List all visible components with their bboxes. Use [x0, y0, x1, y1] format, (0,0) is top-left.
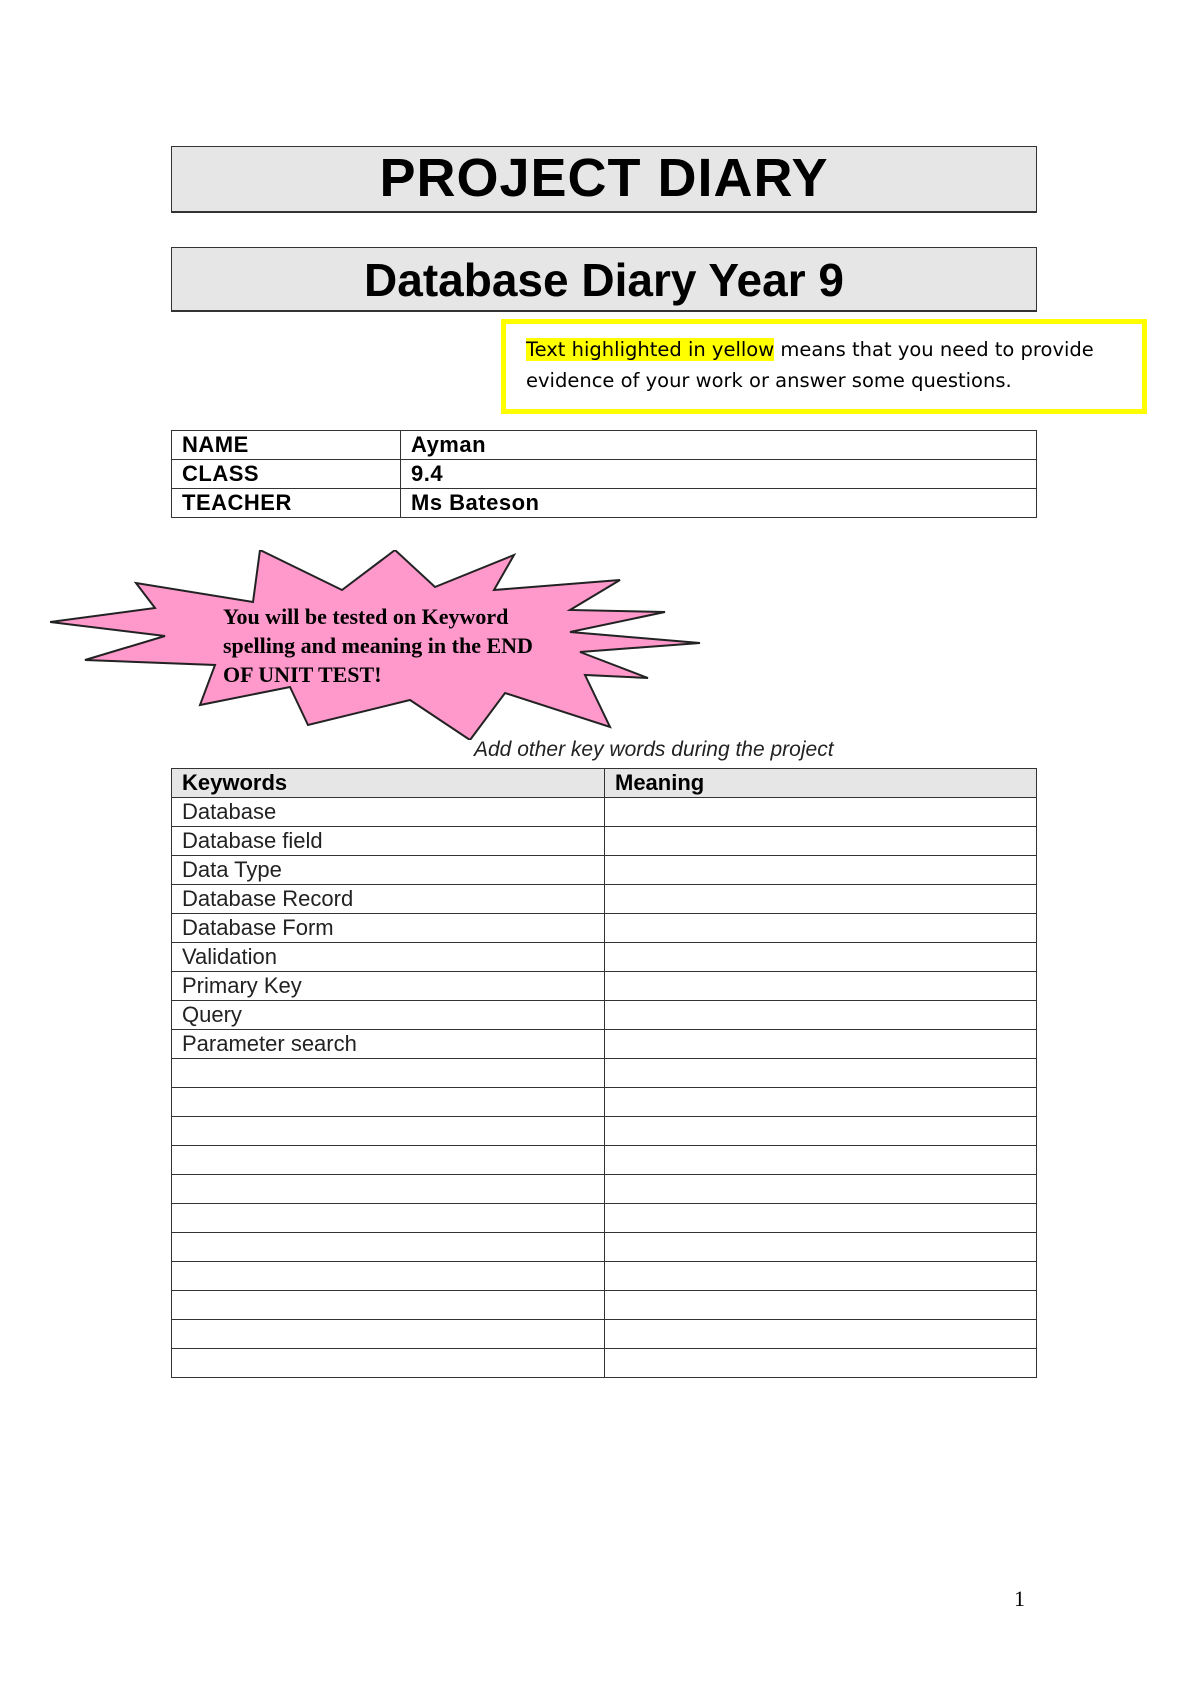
meaning-cell[interactable] [605, 1320, 1037, 1349]
meaning-cell[interactable] [605, 943, 1037, 972]
info-label: CLASS [172, 460, 401, 489]
page-title: PROJECT DIARY [171, 146, 1037, 212]
table-row [172, 1233, 1037, 1262]
meaning-cell[interactable] [605, 972, 1037, 1001]
yellow-highlight-note [501, 319, 1147, 414]
keyword-cell[interactable]: Parameter search [172, 1030, 605, 1059]
table-row [172, 1117, 1037, 1146]
burst-warning-text: You will be tested on Keyword spelling and meaning in the END OF UNIT TEST! [223, 604, 533, 687]
info-value[interactable]: 9.4 [401, 460, 1037, 489]
keywords-table [171, 768, 1037, 1378]
table-row [172, 1001, 1037, 1030]
keyword-cell[interactable] [172, 1349, 605, 1378]
info-value[interactable]: Ms Bateson [401, 489, 1037, 518]
meaning-cell[interactable] [605, 1204, 1037, 1233]
subtitle-divider [171, 311, 1037, 312]
meaning-cell[interactable] [605, 1117, 1037, 1146]
table-row [172, 1262, 1037, 1291]
meaning-cell[interactable] [605, 1088, 1037, 1117]
meaning-cell[interactable] [605, 1233, 1037, 1262]
info-label: TEACHER [172, 489, 401, 518]
keyword-cell[interactable]: Database [172, 798, 605, 827]
keyword-cell[interactable] [172, 1291, 605, 1320]
keyword-cell[interactable] [172, 1320, 605, 1349]
meaning-cell[interactable] [605, 856, 1037, 885]
keyword-cell[interactable] [172, 1059, 605, 1088]
title-divider [171, 212, 1037, 213]
keyword-cell[interactable] [172, 1117, 605, 1146]
keyword-cell[interactable] [172, 1175, 605, 1204]
keyword-cell[interactable] [172, 1146, 605, 1175]
table-row [172, 827, 1037, 856]
keywords-caption: Add other key words during the project [474, 738, 834, 761]
keyword-cell[interactable]: Query [172, 1001, 605, 1030]
page-number: 1 [1014, 1586, 1025, 1611]
info-row-name [172, 431, 1037, 460]
keyword-cell[interactable]: Database field [172, 827, 605, 856]
meaning-cell[interactable] [605, 1349, 1037, 1378]
meaning-cell[interactable] [605, 827, 1037, 856]
table-row [172, 943, 1037, 972]
table-row [172, 798, 1037, 827]
note-text: means that you need to provide evidence of your work or answer some questions. [526, 338, 1094, 392]
keyword-cell[interactable]: Database Form [172, 914, 605, 943]
keyword-cell[interactable]: Validation [172, 943, 605, 972]
table-row [172, 1349, 1037, 1378]
meaning-cell[interactable] [605, 885, 1037, 914]
info-label: NAME [172, 431, 401, 460]
note-highlighted-text: Text highlighted in yellow [526, 338, 775, 361]
keyword-cell[interactable]: Primary Key [172, 972, 605, 1001]
table-row [172, 1088, 1037, 1117]
meaning-cell[interactable] [605, 798, 1037, 827]
table-row [172, 1204, 1037, 1233]
meaning-cell[interactable] [605, 1059, 1037, 1088]
meaning-cell[interactable] [605, 914, 1037, 943]
table-row [172, 1320, 1037, 1349]
keyword-cell[interactable] [172, 1262, 605, 1291]
meaning-cell[interactable] [605, 1175, 1037, 1204]
meaning-cell[interactable] [605, 1146, 1037, 1175]
table-row [172, 856, 1037, 885]
table-row [172, 1175, 1037, 1204]
keyword-cell[interactable]: Database Record [172, 885, 605, 914]
table-row [172, 1146, 1037, 1175]
meaning-cell[interactable] [605, 1030, 1037, 1059]
keywords-table-body [172, 798, 1037, 1378]
meaning-cell[interactable] [605, 1001, 1037, 1030]
table-row [172, 1030, 1037, 1059]
keyword-cell[interactable] [172, 1204, 605, 1233]
table-row [172, 972, 1037, 1001]
info-row-teacher [172, 489, 1037, 518]
keywords-header-row [172, 769, 1037, 798]
page-subtitle: Database Diary Year 9 [171, 247, 1037, 311]
keyword-cell[interactable] [172, 1233, 605, 1262]
keyword-cell[interactable]: Data Type [172, 856, 605, 885]
column-header-keywords: Keywords [172, 769, 605, 798]
meaning-cell[interactable] [605, 1262, 1037, 1291]
info-row-class [172, 460, 1037, 489]
table-row [172, 1291, 1037, 1320]
student-info-table [171, 430, 1037, 518]
column-header-meaning: Meaning [605, 769, 1037, 798]
table-row [172, 885, 1037, 914]
table-row [172, 914, 1037, 943]
meaning-cell[interactable] [605, 1291, 1037, 1320]
info-value[interactable]: Ayman [401, 431, 1037, 460]
keyword-cell[interactable] [172, 1088, 605, 1117]
table-row [172, 1059, 1037, 1088]
